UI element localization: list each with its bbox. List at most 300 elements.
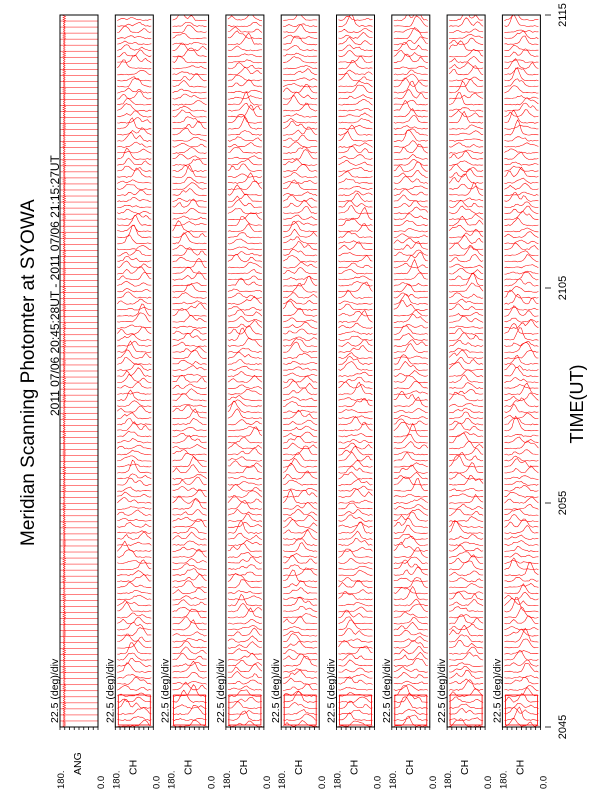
scan-profile (449, 81, 483, 93)
scan-profile (339, 232, 373, 238)
scan-profile (449, 495, 483, 504)
scan-profile (394, 340, 428, 347)
scan-profile (283, 714, 317, 721)
scan-profile (117, 542, 151, 545)
scan-profile (117, 18, 151, 21)
scan-profile (117, 307, 151, 310)
scan-profile (449, 304, 483, 310)
scan-profile (449, 404, 483, 407)
scan-profile (449, 448, 483, 455)
scan-profile (173, 189, 207, 196)
scan-profile (339, 654, 373, 660)
scan-profile (228, 148, 262, 154)
scan-profile (228, 76, 262, 82)
y-label-bottom: 0.0 (427, 775, 439, 789)
scan-profile (283, 237, 317, 244)
scan-profile (228, 239, 262, 244)
scan-profile (449, 150, 483, 153)
scan-profile (117, 98, 151, 105)
scan-trace (63, 208, 65, 214)
scan-profile (173, 588, 207, 594)
scan-profile (339, 179, 373, 184)
scan-trace (63, 697, 65, 703)
scan-profile (173, 456, 207, 467)
scan-trace (63, 498, 65, 504)
scan-profile (117, 478, 151, 485)
scan-profile (504, 639, 538, 648)
scan-profile (283, 96, 317, 105)
y-label-bottom: 0.0 (261, 775, 273, 789)
scan-trace (63, 462, 65, 468)
scan-trace (63, 63, 65, 69)
scan-profile (449, 62, 483, 68)
scan-profile (449, 77, 483, 81)
scan-profile (228, 90, 262, 93)
scan-trace (63, 480, 65, 486)
scan-profile (283, 45, 317, 51)
scan-profile (339, 155, 373, 160)
scan-profile (173, 66, 207, 69)
scan-profile (117, 148, 151, 159)
scan-profile (339, 16, 373, 20)
scan-trace (63, 130, 65, 136)
scan-profile (504, 279, 538, 286)
scan-profile (228, 401, 262, 413)
scan-profile (228, 711, 262, 721)
scan-profile (283, 180, 317, 190)
scan-profile (339, 167, 373, 171)
scan-profile (449, 206, 483, 214)
scan-profile (117, 700, 151, 709)
scan-profile (339, 675, 373, 679)
scan-profile (449, 571, 483, 576)
scan-profile (283, 114, 317, 118)
scan-profile (117, 197, 151, 201)
scan-profile (339, 620, 373, 630)
scan-trace (63, 377, 66, 383)
scan-profile (117, 36, 151, 39)
scan-profile (339, 500, 373, 503)
scan-trace (63, 661, 65, 667)
scan-profile (283, 376, 317, 382)
scan-profile (283, 318, 317, 322)
scan-profile (117, 267, 151, 275)
scan-trace (63, 15, 66, 21)
scan-trace (63, 226, 65, 232)
scan-profile (117, 292, 151, 298)
panel-6 (326, 14, 384, 789)
panel-5 (270, 12, 328, 789)
scan-profile (339, 439, 373, 443)
scan-profile (283, 127, 317, 135)
scan-trace (63, 383, 65, 389)
scan-trace (63, 136, 65, 142)
panel-frame (447, 15, 485, 727)
panel-traces (504, 10, 538, 726)
scan-trace (63, 504, 66, 510)
scan-trace (63, 570, 65, 576)
y-label-bottom: 0.0 (151, 775, 163, 789)
scan-profile (117, 78, 151, 87)
scan-trace (63, 389, 65, 395)
scan-profile (173, 222, 207, 226)
scan-profile (117, 487, 151, 491)
scan-profile (283, 402, 317, 407)
scan-profile (339, 668, 373, 672)
scan-profile (228, 553, 262, 558)
scan-profile (283, 397, 317, 401)
scan-profile (117, 707, 151, 714)
scan-profile (117, 720, 151, 726)
scan-profile (117, 663, 151, 673)
scan-profile (283, 150, 317, 160)
scan-profile (283, 684, 317, 690)
scan-profile (228, 603, 262, 612)
scan-trace (63, 154, 65, 160)
scan-profile (228, 348, 262, 353)
scan-trace (63, 106, 66, 112)
scan-profile (283, 458, 317, 467)
panel-2 (104, 15, 162, 789)
scan-profile (449, 555, 483, 564)
panel-name: CH (182, 759, 195, 775)
scan-profile (394, 525, 428, 533)
scan-profile (173, 94, 207, 99)
scan-profile (449, 545, 483, 551)
x-tick-label: 2105 (557, 275, 569, 301)
scan-profile (228, 174, 262, 178)
scan-profile (228, 31, 262, 39)
scan-profile (504, 677, 538, 684)
panel-name: CH (127, 759, 140, 775)
panel-name: CH (403, 759, 416, 775)
scan-profile (449, 704, 483, 709)
scan-profile (339, 186, 373, 189)
scan-profile (173, 154, 207, 159)
scan-profile (228, 371, 262, 376)
scan-profile (449, 494, 483, 497)
scan-profile (449, 718, 483, 721)
scan-profile (117, 350, 151, 359)
scan-profile (504, 509, 538, 515)
scan-trace (63, 287, 66, 293)
scan-profile (228, 395, 262, 400)
scan-profile (228, 326, 262, 335)
scan-profile (228, 224, 262, 232)
scan-profile (173, 48, 207, 57)
scan-profile (283, 362, 317, 365)
scan-profile (394, 371, 428, 377)
scan-profile (504, 434, 538, 437)
scan-trace (63, 359, 66, 365)
panel-frame (226, 15, 264, 727)
scan-profile (173, 333, 207, 340)
scan-profile (228, 686, 262, 690)
scan-profile (449, 38, 483, 45)
scan-profile (173, 705, 207, 709)
scan-profile (449, 615, 483, 618)
panel-name: CH (237, 759, 250, 775)
scan-profile (339, 515, 373, 522)
scan-profile (228, 477, 262, 480)
scan-profile (339, 452, 373, 461)
scan-profile (394, 66, 428, 69)
scan-profile (394, 512, 428, 521)
scan-profile (339, 697, 373, 703)
scan-profile (283, 276, 317, 280)
scan-profile (504, 149, 538, 154)
scan-profile (339, 398, 373, 407)
scan-profile (504, 265, 538, 268)
scan-profile (339, 108, 373, 111)
scan-profile (449, 340, 483, 346)
panel-7 (381, 11, 439, 790)
panel-name: CH (348, 759, 361, 775)
scan-profile (449, 264, 483, 268)
scan-profile (283, 678, 317, 684)
scan-trace (63, 172, 65, 178)
scan-profile (394, 263, 428, 268)
scan-profile (117, 643, 151, 654)
scan-profile (117, 334, 151, 340)
scan-profile (228, 137, 262, 142)
scan-profile (228, 697, 262, 702)
scan-profile (283, 654, 317, 660)
panel-scale: 22.5 (deg)/div (214, 658, 227, 723)
scan-trace (63, 220, 65, 226)
scan-profile (283, 24, 317, 27)
scan-profile (394, 452, 428, 461)
scan-profile (173, 489, 207, 497)
scan-profile (394, 681, 428, 684)
scan-trace (63, 649, 66, 655)
scan-profile (339, 45, 373, 51)
scan-profile (173, 510, 207, 516)
scan-profile (173, 718, 207, 720)
scan-profile (394, 28, 428, 39)
scan-profile (173, 33, 207, 39)
scan-trace (63, 178, 66, 184)
panel-name: ANG (72, 752, 84, 775)
scan-profile (117, 41, 151, 45)
scan-trace (63, 112, 65, 118)
scan-profile (117, 313, 151, 322)
scan-trace (63, 546, 65, 552)
scan-trace (63, 703, 66, 709)
scan-profile (117, 214, 151, 220)
scan-profile (283, 78, 317, 81)
y-label-top: 180. (443, 770, 455, 789)
scan-profile (173, 596, 207, 600)
scan-profile (117, 653, 151, 660)
y-label-bottom: 0.0 (317, 775, 329, 789)
scan-profile (394, 50, 428, 57)
scan-profile (394, 141, 428, 148)
scan-profile (283, 84, 317, 93)
scan-profile (504, 685, 538, 690)
scan-profile (449, 235, 483, 243)
scan-profile (173, 632, 207, 636)
scan-profile (173, 559, 207, 564)
scan-profile (504, 206, 538, 214)
scan-profile (117, 583, 151, 588)
scan-profile (283, 650, 317, 655)
scan-profile (339, 377, 373, 382)
scan-profile (173, 110, 207, 117)
scan-trace (63, 600, 65, 606)
panel-traces (394, 11, 428, 727)
scan-profile (173, 342, 207, 347)
scan-profile (504, 676, 538, 679)
panel-traces (339, 14, 373, 727)
scan-profile (394, 100, 428, 105)
scan-profile (117, 88, 151, 93)
scan-profile (228, 385, 262, 389)
y-label-bottom: 0.0 (483, 775, 495, 789)
scan-profile (339, 646, 373, 654)
scan-profile (228, 544, 262, 552)
scan-profile (394, 391, 428, 400)
scan-profile (228, 289, 262, 292)
scan-profile (504, 68, 538, 75)
panel-name: CH (293, 759, 306, 775)
scan-profile (228, 680, 262, 684)
scan-profile (449, 473, 483, 480)
scan-profile (504, 597, 538, 612)
scan-trace (63, 371, 65, 377)
scan-profile (339, 33, 373, 39)
scan-profile (339, 171, 373, 177)
scan-profile (283, 215, 317, 220)
y-label-bottom: 0.0 (372, 775, 384, 789)
scan-profile (173, 137, 207, 141)
scan-profile (283, 267, 317, 273)
scan-trace (63, 709, 65, 715)
scan-profile (504, 178, 538, 183)
scan-profile (394, 326, 428, 335)
scan-trace (63, 317, 65, 323)
scan-profile (504, 96, 538, 99)
scan-profile (228, 533, 262, 539)
scan-profile (283, 443, 317, 449)
scan-profile (449, 273, 483, 286)
scan-profile (449, 111, 483, 123)
scan-profile (339, 99, 373, 105)
panel-scale: 22.5 (deg)/div (104, 658, 117, 723)
scan-profile (283, 721, 317, 727)
scan-profile (283, 634, 317, 643)
scan-profile (173, 316, 207, 323)
scan-profile (504, 418, 538, 425)
scan-profile (394, 419, 428, 425)
scan-profile (504, 60, 538, 63)
scan-profile (339, 688, 373, 691)
scan-profile (173, 685, 207, 697)
scan-profile (173, 639, 207, 643)
scan-profile (117, 595, 151, 600)
scan-profile (394, 344, 428, 353)
scan-profile (117, 288, 151, 292)
scan-profile (173, 128, 207, 135)
scan-profile (173, 117, 207, 123)
scan-profile (504, 398, 538, 407)
scan-profile (228, 509, 262, 515)
scan-profile (228, 608, 262, 618)
scan-profile (173, 366, 207, 371)
scan-profile (449, 583, 483, 587)
scan-profile (449, 125, 483, 129)
scan-profile (339, 132, 373, 142)
scan-profile (504, 162, 538, 165)
scan-profile (283, 488, 317, 491)
scan-profile (173, 165, 207, 171)
scan-profile (449, 578, 483, 582)
scan-trace (63, 142, 66, 148)
scan-trace (63, 667, 66, 673)
scan-profile (228, 591, 262, 594)
scan-profile (504, 562, 538, 576)
scan-profile (117, 507, 151, 510)
scan-trace (63, 45, 65, 51)
scan-profile (449, 255, 483, 262)
scan-trace (63, 486, 66, 492)
y-label-top: 180. (111, 770, 123, 789)
scan-profile (504, 294, 538, 304)
scan-profile (394, 504, 428, 509)
scan-profile (173, 22, 207, 26)
y-label-top: 180. (166, 770, 178, 789)
scan-profile (173, 672, 207, 678)
scan-profile (283, 426, 317, 431)
scan-profile (228, 366, 262, 370)
scan-profile (504, 86, 538, 93)
scan-profile (228, 321, 262, 329)
panel-name: CH (514, 759, 527, 775)
scan-profile (339, 617, 373, 624)
scan-trace (63, 643, 65, 649)
scan-profile (339, 548, 373, 552)
scan-profile (117, 256, 151, 262)
scan-trace (63, 81, 65, 87)
scan-trace (63, 612, 66, 618)
scan-profile (339, 331, 373, 335)
scan-trace (63, 148, 65, 154)
scan-profile (504, 560, 538, 564)
scan-profile (394, 356, 428, 359)
scan-profile (449, 247, 483, 256)
scan-profile (283, 160, 317, 166)
scan-trace (63, 311, 65, 317)
scan-profile (504, 627, 538, 630)
scan-profile (117, 531, 151, 534)
scan-profile (283, 339, 317, 347)
scan-profile (173, 72, 207, 75)
scan-profile (504, 377, 538, 382)
scan-profile (449, 66, 483, 75)
scan-profile (228, 690, 262, 697)
scan-profile (394, 542, 428, 552)
scan-profile (228, 400, 262, 407)
scan-profile (394, 310, 428, 316)
scan-profile (283, 165, 317, 172)
scan-profile (504, 343, 538, 353)
scan-trace (63, 419, 65, 425)
scan-profile (283, 192, 317, 196)
scan-profile (339, 398, 373, 401)
scan-profile (117, 225, 151, 231)
scan-profile (117, 325, 151, 329)
scan-profile (117, 541, 151, 551)
